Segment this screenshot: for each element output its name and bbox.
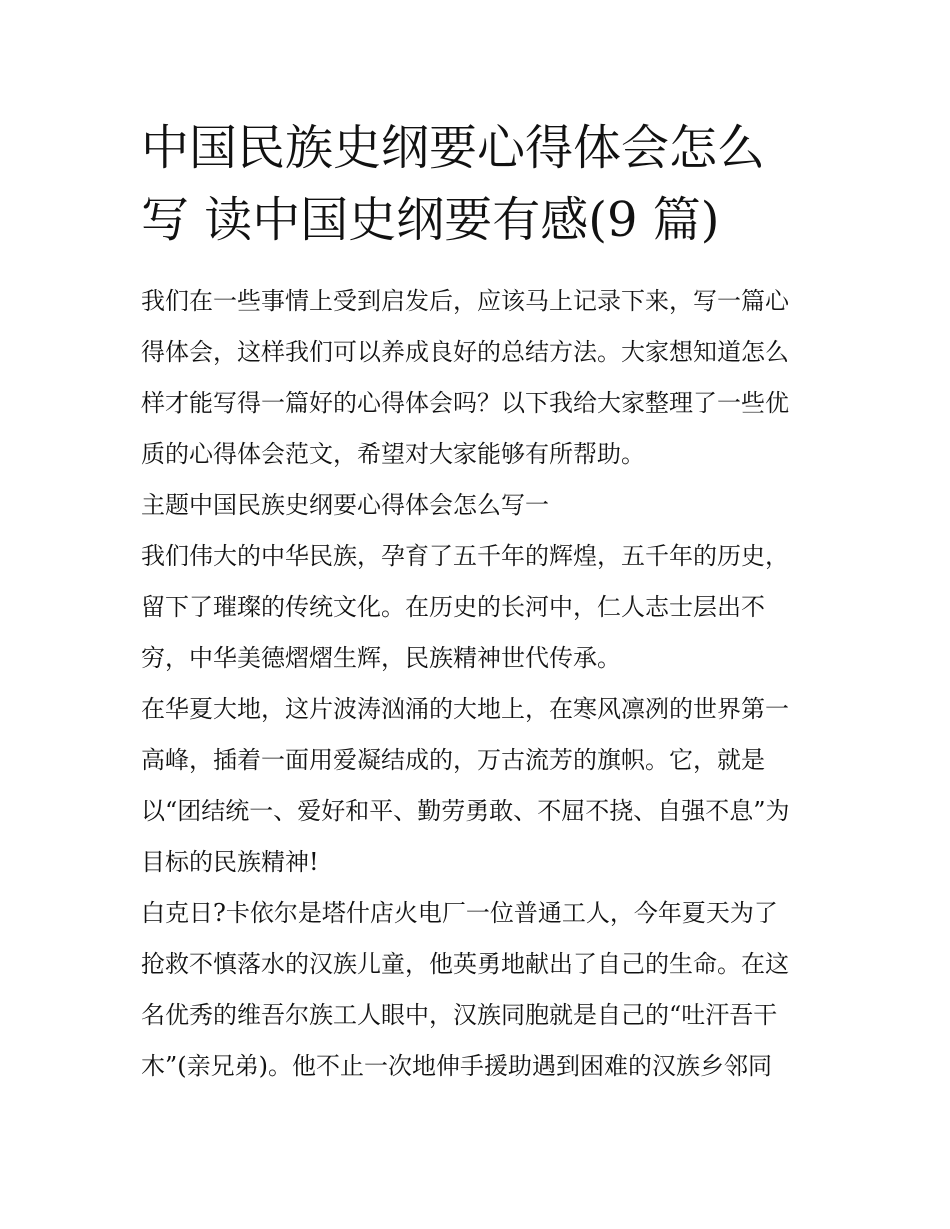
paragraph-line: 名优秀的维吾尔族工人眼中，汉族同胞就是自己的“吐汗吾干 xyxy=(141,1001,778,1029)
document-body xyxy=(141,276,821,1092)
title-line: 写 读中国史纲要有感(9 篇) xyxy=(141,192,720,248)
paragraph-line: 抢救不慎落水的汉族儿童，他英勇地献出了自己的生命。在这 xyxy=(141,950,789,978)
paragraph-line: 留下了璀璨的传统文化。在历史的长河中，仁人志士层出不 xyxy=(141,593,765,621)
paragraph-line: 质的心得体会范文，希望对大家能够有所帮助。 xyxy=(141,440,645,468)
paragraph-line: 在华夏大地，这片波涛汹涌的大地上，在寒风凛冽的世界第一 xyxy=(141,695,789,723)
paragraph-line: 以“团结统一、爱好和平、勤劳勇敢、不屈不挠、自强不息”为 xyxy=(141,797,790,825)
paragraph-line: 我们伟大的中华民族，孕育了五千年的辉煌，五千年的历史， xyxy=(141,542,789,570)
paragraph-line: 穷，中华美德熠熠生辉，民族精神世代传承。 xyxy=(141,644,621,672)
paragraph-line: 得体会，这样我们可以养成良好的总结方法。大家想知道怎么 xyxy=(141,338,789,366)
title-line: 中国民族史纲要心得体会怎么 xyxy=(141,120,766,176)
paragraph-line: 白克日?卡依尔是塔什店火电厂一位普通工人，今年夏天为了 xyxy=(141,899,778,927)
paragraph-line: 样才能写得一篇好的心得体会吗？以下我给大家整理了一些优 xyxy=(141,389,789,417)
paragraph-line: 木”(亲兄弟)。他不止一次地伸手援助遇到困难的汉族乡邻同 xyxy=(141,1052,772,1080)
paragraph-line: 我们在一些事情上受到启发后，应该马上记录下来，写一篇心 xyxy=(141,287,789,315)
paragraph-line: 高峰，插着一面用爱凝结成的，万古流芳的旗帜。它，就是 xyxy=(141,746,765,774)
section-heading: 主题中国民族史纲要心得体会怎么写一 xyxy=(141,491,549,519)
paragraph-line: 目标的民族精神! xyxy=(141,848,319,876)
document-title xyxy=(141,112,821,256)
